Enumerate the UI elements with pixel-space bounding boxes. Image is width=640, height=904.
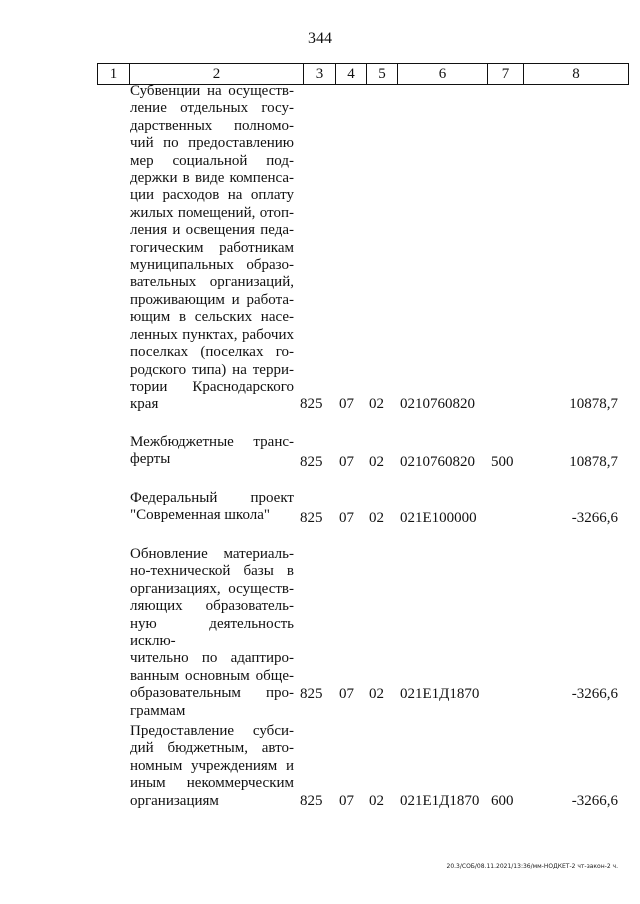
- rz-code: 07: [339, 510, 354, 526]
- column-header-2: 2: [130, 64, 304, 85]
- column-header-1: 1: [98, 64, 130, 85]
- row-description: Межбюджетные транс- ферты: [130, 434, 294, 468]
- amount: -3266,6: [571, 686, 618, 702]
- row-description: Обновление материаль- но-технической базы в организациях, осуществ- ляющих образователь- ную деятельность исклю- чительно по адаптиро- ванным основным обще- образовательным про- граммам: [130, 546, 294, 719]
- vr-code: 600: [491, 793, 514, 809]
- row-description: Предоставление субси- дий бюджетным, авто- номным учреждениям и иным некоммерческим организациям: [130, 723, 294, 809]
- ved-code: 825: [300, 793, 323, 809]
- amount: -3266,6: [571, 793, 618, 809]
- csr-code: 021E100000: [400, 510, 477, 526]
- row-description: Субвенции на осуществ- ление отдельных госу- дарственных полномо- чий по предоставлению мер социальной под- держки в виде компенса- ции расходов на оплату жилых помещений, отоп- ления и освещения педа- гогическим работникам муниципальных образо- вательных организаций, проживающим и работа- ющим в сельских насе- ленных пунктах, рабочих поселках (поселках го- родского типа) на терри- тории Краснодарского края: [130, 83, 294, 413]
- column-header-8: 8: [524, 64, 629, 85]
- pr-code: 02: [369, 686, 384, 702]
- column-header-7: 7: [488, 64, 524, 85]
- column-number-header: [97, 63, 629, 85]
- pr-code: 02: [369, 510, 384, 526]
- page-number: 344: [308, 30, 332, 47]
- document-footer-code: 20.3/СОБ/08.11.2021/13:36/мм-НОДКЕТ-2 чт-закон-2 ч.: [446, 863, 618, 870]
- amount: -3266,6: [571, 510, 618, 526]
- rz-code: 07: [339, 454, 354, 470]
- pr-code: 02: [369, 454, 384, 470]
- vr-code: 500: [491, 454, 514, 470]
- pr-code: 02: [369, 793, 384, 809]
- amount: 10878,7: [569, 454, 618, 470]
- rz-code: 07: [339, 686, 354, 702]
- ved-code: 825: [300, 510, 323, 526]
- pr-code: 02: [369, 396, 384, 412]
- amount: 10878,7: [569, 396, 618, 412]
- ved-code: 825: [300, 686, 323, 702]
- ved-code: 825: [300, 454, 323, 470]
- csr-code: 021Е1Д1870: [400, 686, 480, 702]
- rz-code: 07: [339, 396, 354, 412]
- column-header-6: 6: [398, 64, 488, 85]
- ved-code: 825: [300, 396, 323, 412]
- csr-code: 0210760820: [400, 396, 475, 412]
- column-header-3: 3: [304, 64, 336, 85]
- csr-code: 021Е1Д1870: [400, 793, 480, 809]
- rz-code: 07: [339, 793, 354, 809]
- row-description: Федеральный проект "Современная школа": [130, 490, 294, 524]
- column-header-5: 5: [367, 64, 398, 85]
- csr-code: 0210760820: [400, 454, 475, 470]
- column-header-4: 4: [336, 64, 367, 85]
